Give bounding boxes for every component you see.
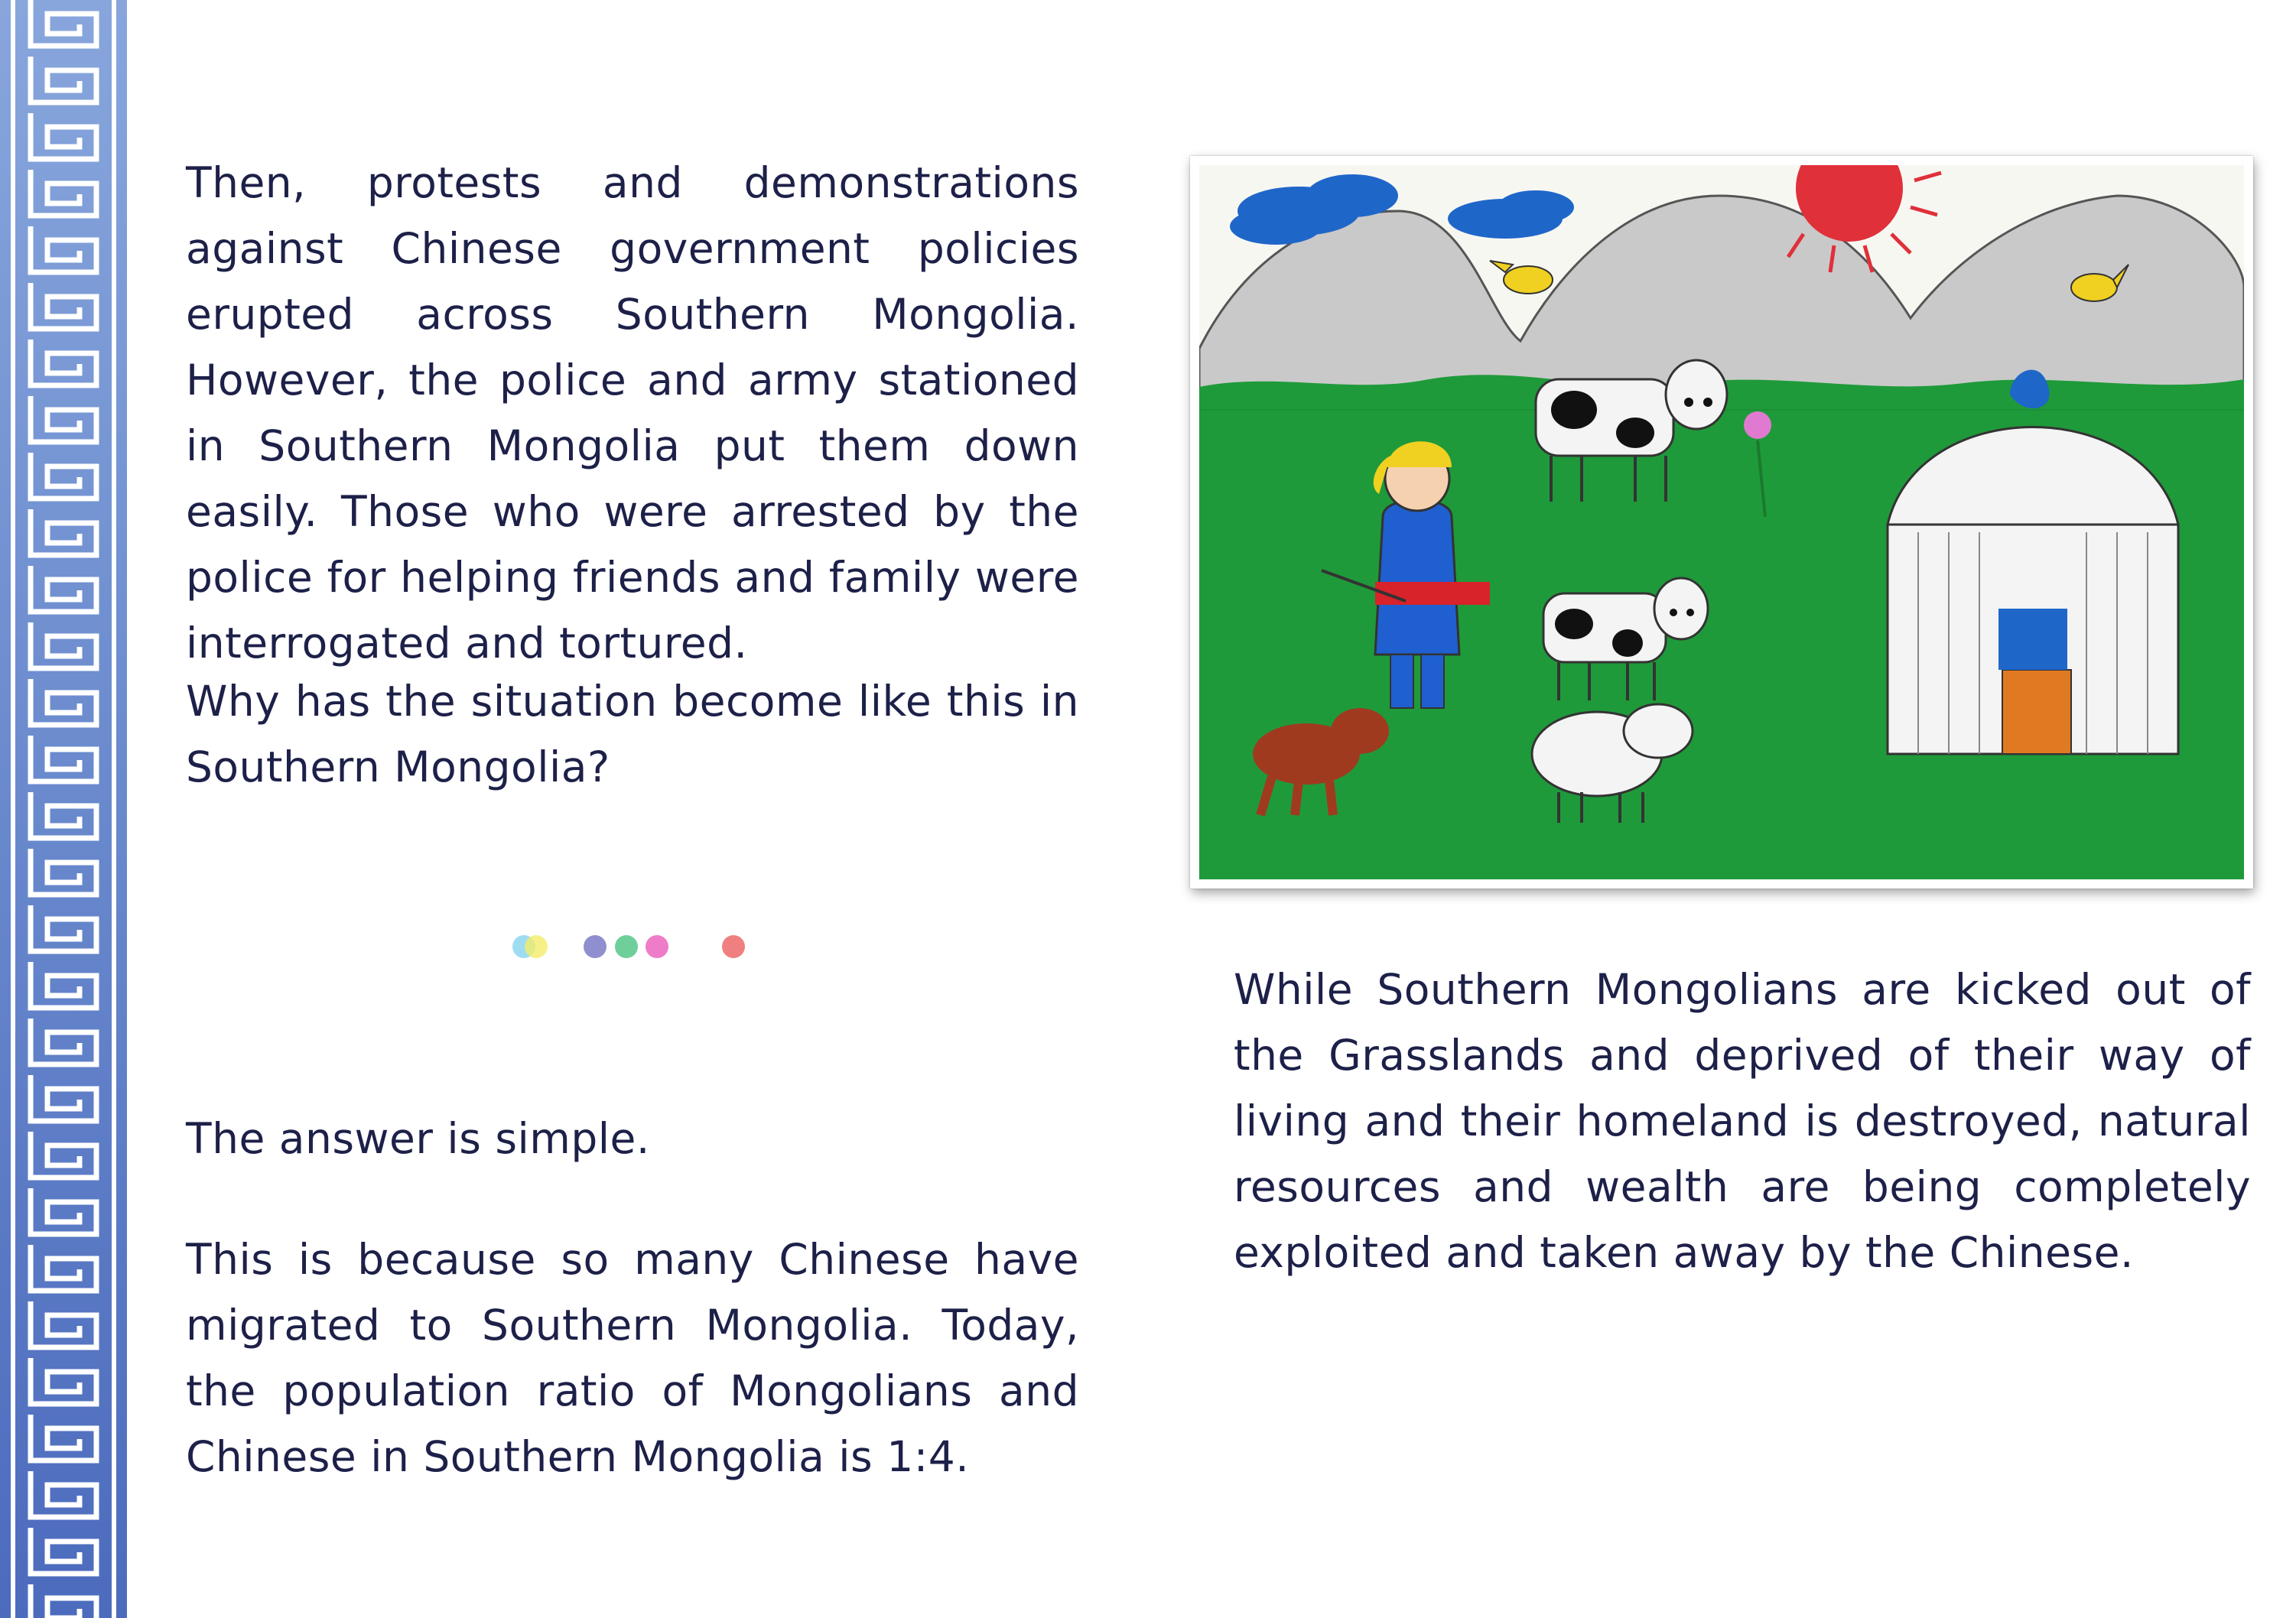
greek-key-segment bbox=[31, 1584, 96, 1618]
greek-key-segment bbox=[31, 340, 96, 385]
paragraph-question: Why has the situation become like this in Southern Mongolia? bbox=[186, 677, 1079, 791]
greek-key-segment bbox=[31, 1528, 96, 1574]
decor-dot bbox=[584, 935, 607, 958]
greek-key-pattern bbox=[0, 0, 127, 1618]
greek-key-segment bbox=[31, 1245, 96, 1291]
child-drawing-frame bbox=[1190, 156, 2253, 889]
greek-key-segment bbox=[31, 622, 96, 668]
greek-key-segment bbox=[31, 849, 96, 895]
greek-key-segment bbox=[31, 57, 96, 102]
greek-key-segment bbox=[31, 1471, 96, 1517]
border-left-edge bbox=[11, 0, 15, 1618]
decor-dot bbox=[525, 935, 548, 958]
paragraph-resources: While Southern Mongolians are kicked out of the Grasslands and deprived of their way of living and their homeland is destroyed, natural resources and wealth are being completely exploited and taken away by the Chinese. bbox=[1234, 965, 2251, 1277]
greek-key-segment bbox=[31, 792, 96, 838]
greek-key-segment bbox=[31, 509, 96, 555]
decor-dot bbox=[615, 935, 638, 958]
greek-key-segment bbox=[31, 1132, 96, 1178]
greek-key-segment bbox=[31, 1358, 96, 1404]
child-drawing-image bbox=[1199, 165, 2244, 879]
greek-key-segment bbox=[31, 679, 96, 725]
border-right-edge bbox=[112, 0, 116, 1618]
greek-key-segment bbox=[31, 113, 96, 159]
decor-dot bbox=[646, 935, 668, 958]
greek-key-segment bbox=[31, 566, 96, 612]
greek-key-segment bbox=[31, 170, 96, 216]
greek-key-segment bbox=[31, 0, 96, 46]
greek-key-segment bbox=[31, 396, 96, 442]
paragraph-protests: Then, protests and demonstrations against Chinese government policies erupted across Southern Mongolia. However, the police and army stationed in Southern Mongolia put them down easily. Those who were arrested by the police for helping friends and family were interrogated and tortured. bbox=[186, 158, 1079, 668]
greek-key-segment bbox=[31, 453, 96, 499]
greek-key-segment bbox=[31, 736, 96, 781]
decor-dot bbox=[722, 935, 745, 958]
greek-key-segment bbox=[31, 1301, 96, 1347]
greek-key-segment bbox=[31, 1019, 96, 1064]
greek-key-segment bbox=[31, 1415, 96, 1460]
greek-key-segment bbox=[31, 283, 96, 329]
greek-key-segment bbox=[31, 226, 96, 272]
greek-key-border bbox=[0, 0, 127, 1618]
paragraph-explanation: This is because so many Chinese have migrated to Southern Mongolia. Today, the population ratio of Mongolians and Chinese in Southern Mongolia is 1:4. bbox=[186, 1235, 1079, 1481]
greek-key-segment bbox=[31, 905, 96, 951]
greek-key-segment bbox=[31, 962, 96, 1008]
paragraph-answer: The answer is simple. bbox=[186, 1114, 650, 1163]
greek-key-segment bbox=[31, 1188, 96, 1234]
greek-key-segment bbox=[31, 1075, 96, 1121]
